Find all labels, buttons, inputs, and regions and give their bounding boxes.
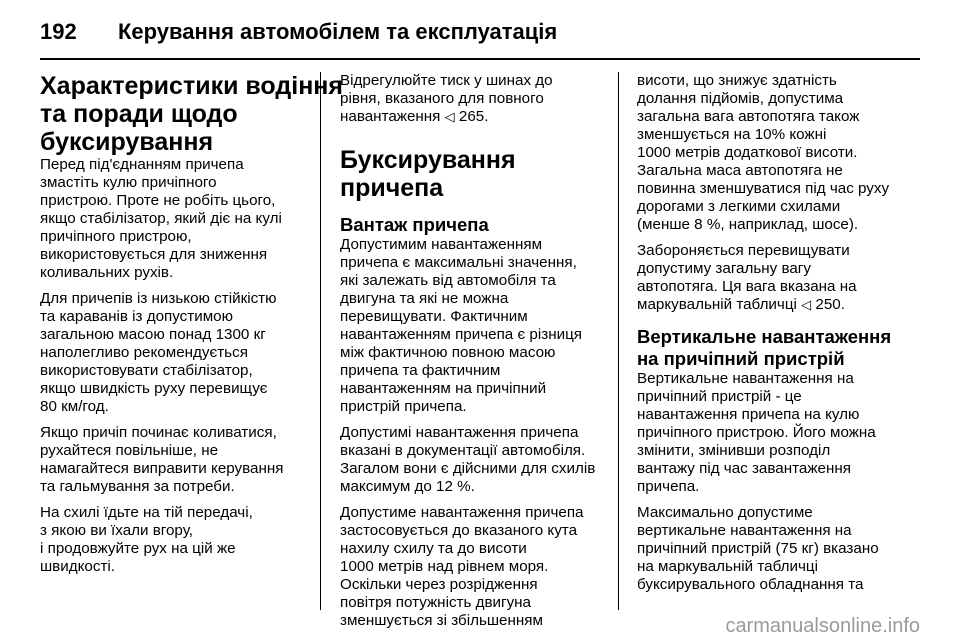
paragraph-downhill: На схилі їдьте на тій передачі, з якою ви їхали вгору, і продовжуйте рух на цій же швидкості. [40,504,253,575]
paragraph-stabilizer: Для причепів із низькою стійкістю та караванів із допустимою загальною масою понад 1300 кг наполегливо рекомендується використовувати стабілізатор, якщо швидкість руху перевищує 80 км/год. [40,290,277,415]
subheading-vertical-load: Вертикальне навантаження на причіпний пристрій [637,326,892,369]
column-divider-1 [320,72,321,610]
paragraph-altitude-continued: висоти, що знижує здатність долання підйомів, допустима загальна вага автопотяга також зменшується на 10% кожні 1000 метрів додаткової висоти. Загальна маса автопотяга не повинна зменшуватися під час руху дорогами з легкими схилами (менше 8 %, наприклад, шосе). [637,72,890,233]
section-heading-trailer-towing: Буксирування причепа [340,146,516,202]
page-reference-arrow-icon: ◁ [444,109,455,124]
section-heading-driving: Характеристики водіння та поради щодо буксирування [40,72,343,156]
column-divider-2 [618,72,619,610]
page-reference-arrow-icon: ◁ [801,297,812,312]
paragraph-tyre-pressure: Відрегулюйте тиск у шинах до рівня, вказаного для повного навантаження ◁ 265. [340,72,553,125]
paragraph-max-weight: Забороняється перевищувати допустиму загальну вагу автопотяга. Ця вага вказана на маркувальній табличці ◁ 250. [637,242,857,313]
watermark: carmanualsonline.info [725,615,920,637]
column-3 [637,72,902,594]
paragraph-lubricate-ball: Перед під'єднанням причепа змастіть кулю причіпного пристрою. Проте не робіть цього, якщо стабілізатор, який діє на кулі причіпного пристрою, використовується для зниження коливальних рухів. [40,156,282,281]
chapter-title: Керування автомобілем та експлуатація [118,19,558,44]
subheading-trailer-load: Вантаж причепа [340,214,489,235]
page-reference-250[interactable]: 250. [815,296,845,313]
page-number: 192 [40,19,77,44]
paragraph-documentation: Допустимі навантаження причепа вказані в документації автомобіля. Загалом вони є дійсними для схилів максимум до 12 %. [340,424,596,495]
paragraph-vertical-load-definition: Вертикальне навантаження на причіпний пристрій - це навантаження причепа на кулю причіпного пристрою. Його можна змінити, змінивши розподіл вантажу під час завантаження причепа. [637,370,876,495]
paragraph-permissible-load: Допустимим навантаженням причепа є максимальні значення, які залежать від автомобіля та двигуна та які не можна перевищувати. Фактичним навантаженням причепа є різниця між фактичною повною масою причепа та фактичним навантаженням на причіпний пристрій причепа. [340,236,583,415]
column-1 [40,72,343,576]
paragraph-max-vertical-load: Максимально допустиме вертикальне навантаження на причіпний пристрій (75 кг) вказано на маркувальній табличці буксирувального обладнання та [637,504,879,593]
page-reference-265[interactable]: 265. [458,108,489,125]
page-header [40,12,557,52]
header-divider [40,58,920,60]
paragraph-altitude: Допустиме навантаження причепа застосовується до вказаного кута нахилу схилу та до висоти 1000 метрів над рівнем моря. Оскільки через розрідження повітря потужність двигуна зменшується зі збільшенням [340,504,584,629]
column-2 [340,72,605,630]
paragraph-oscillation: Якщо причіп починає коливатися, рухайтеся повільніше, не намагайтеся виправити керування та гальмування за потреби. [40,424,284,495]
